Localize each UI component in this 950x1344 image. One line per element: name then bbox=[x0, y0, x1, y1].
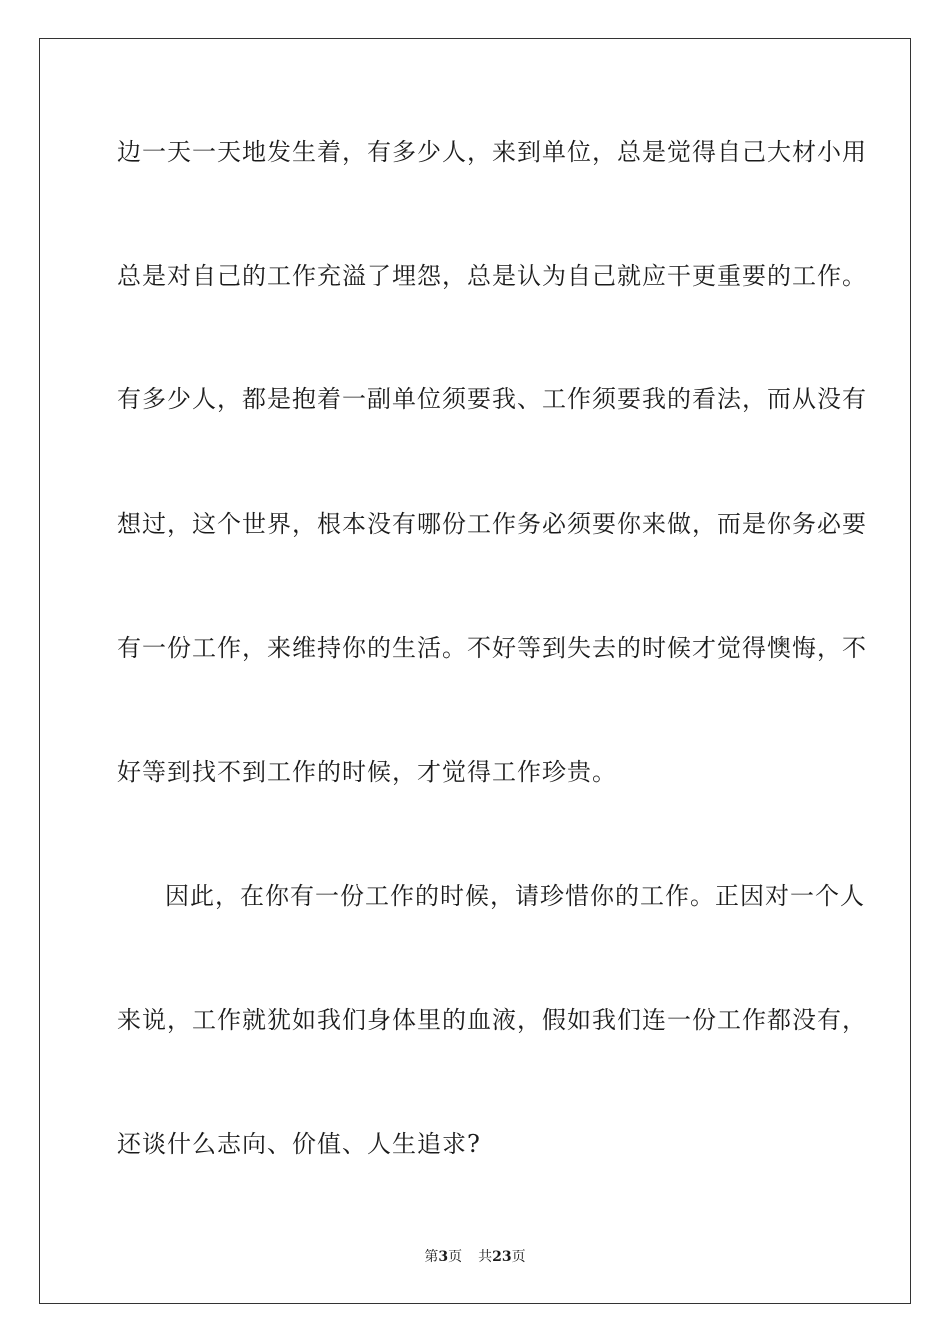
body-text-line-5: 有一份工作，来维持你的生活。不好等到失去的时候才觉得懊悔，不 bbox=[117, 634, 867, 662]
body-text-line-7: 因此，在你有一份工作的时候，请珍惜你的工作。正因对一个人 bbox=[165, 882, 865, 910]
page-footer bbox=[0, 1248, 950, 1266]
body-text-line-9: 还谈什么志向、价值、人生追求? bbox=[117, 1130, 481, 1158]
page-border bbox=[39, 38, 911, 1304]
page-suffix: 页 bbox=[448, 1249, 463, 1265]
body-text-line-4: 想过，这个世界，根本没有哪份工作务必须要你来做，而是你务必要 bbox=[117, 510, 867, 538]
body-text-line-8: 来说，工作就犹如我们身体里的血液，假如我们连一份工作都没有， bbox=[117, 1006, 867, 1034]
total-prefix: 共 bbox=[478, 1249, 493, 1265]
body-text-line-1: 边一天一天地发生着，有多少人，来到单位，总是觉得自己大材小用 bbox=[117, 138, 867, 166]
page-prefix: 第 bbox=[424, 1249, 439, 1265]
total-suffix: 页 bbox=[511, 1249, 526, 1265]
body-text-line-3: 有多少人，都是抱着一副单位须要我、工作须要我的看法，而从没有 bbox=[117, 385, 867, 413]
page-current: 3 bbox=[438, 1249, 449, 1265]
body-text-line-6: 好等到找不到工作的时候，才觉得工作珍贵。 bbox=[117, 758, 617, 786]
page-total: 23 bbox=[492, 1249, 512, 1265]
body-text-line-2: 总是对自己的工作充溢了埋怨，总是认为自己就应干更重要的工作。 bbox=[117, 262, 867, 290]
